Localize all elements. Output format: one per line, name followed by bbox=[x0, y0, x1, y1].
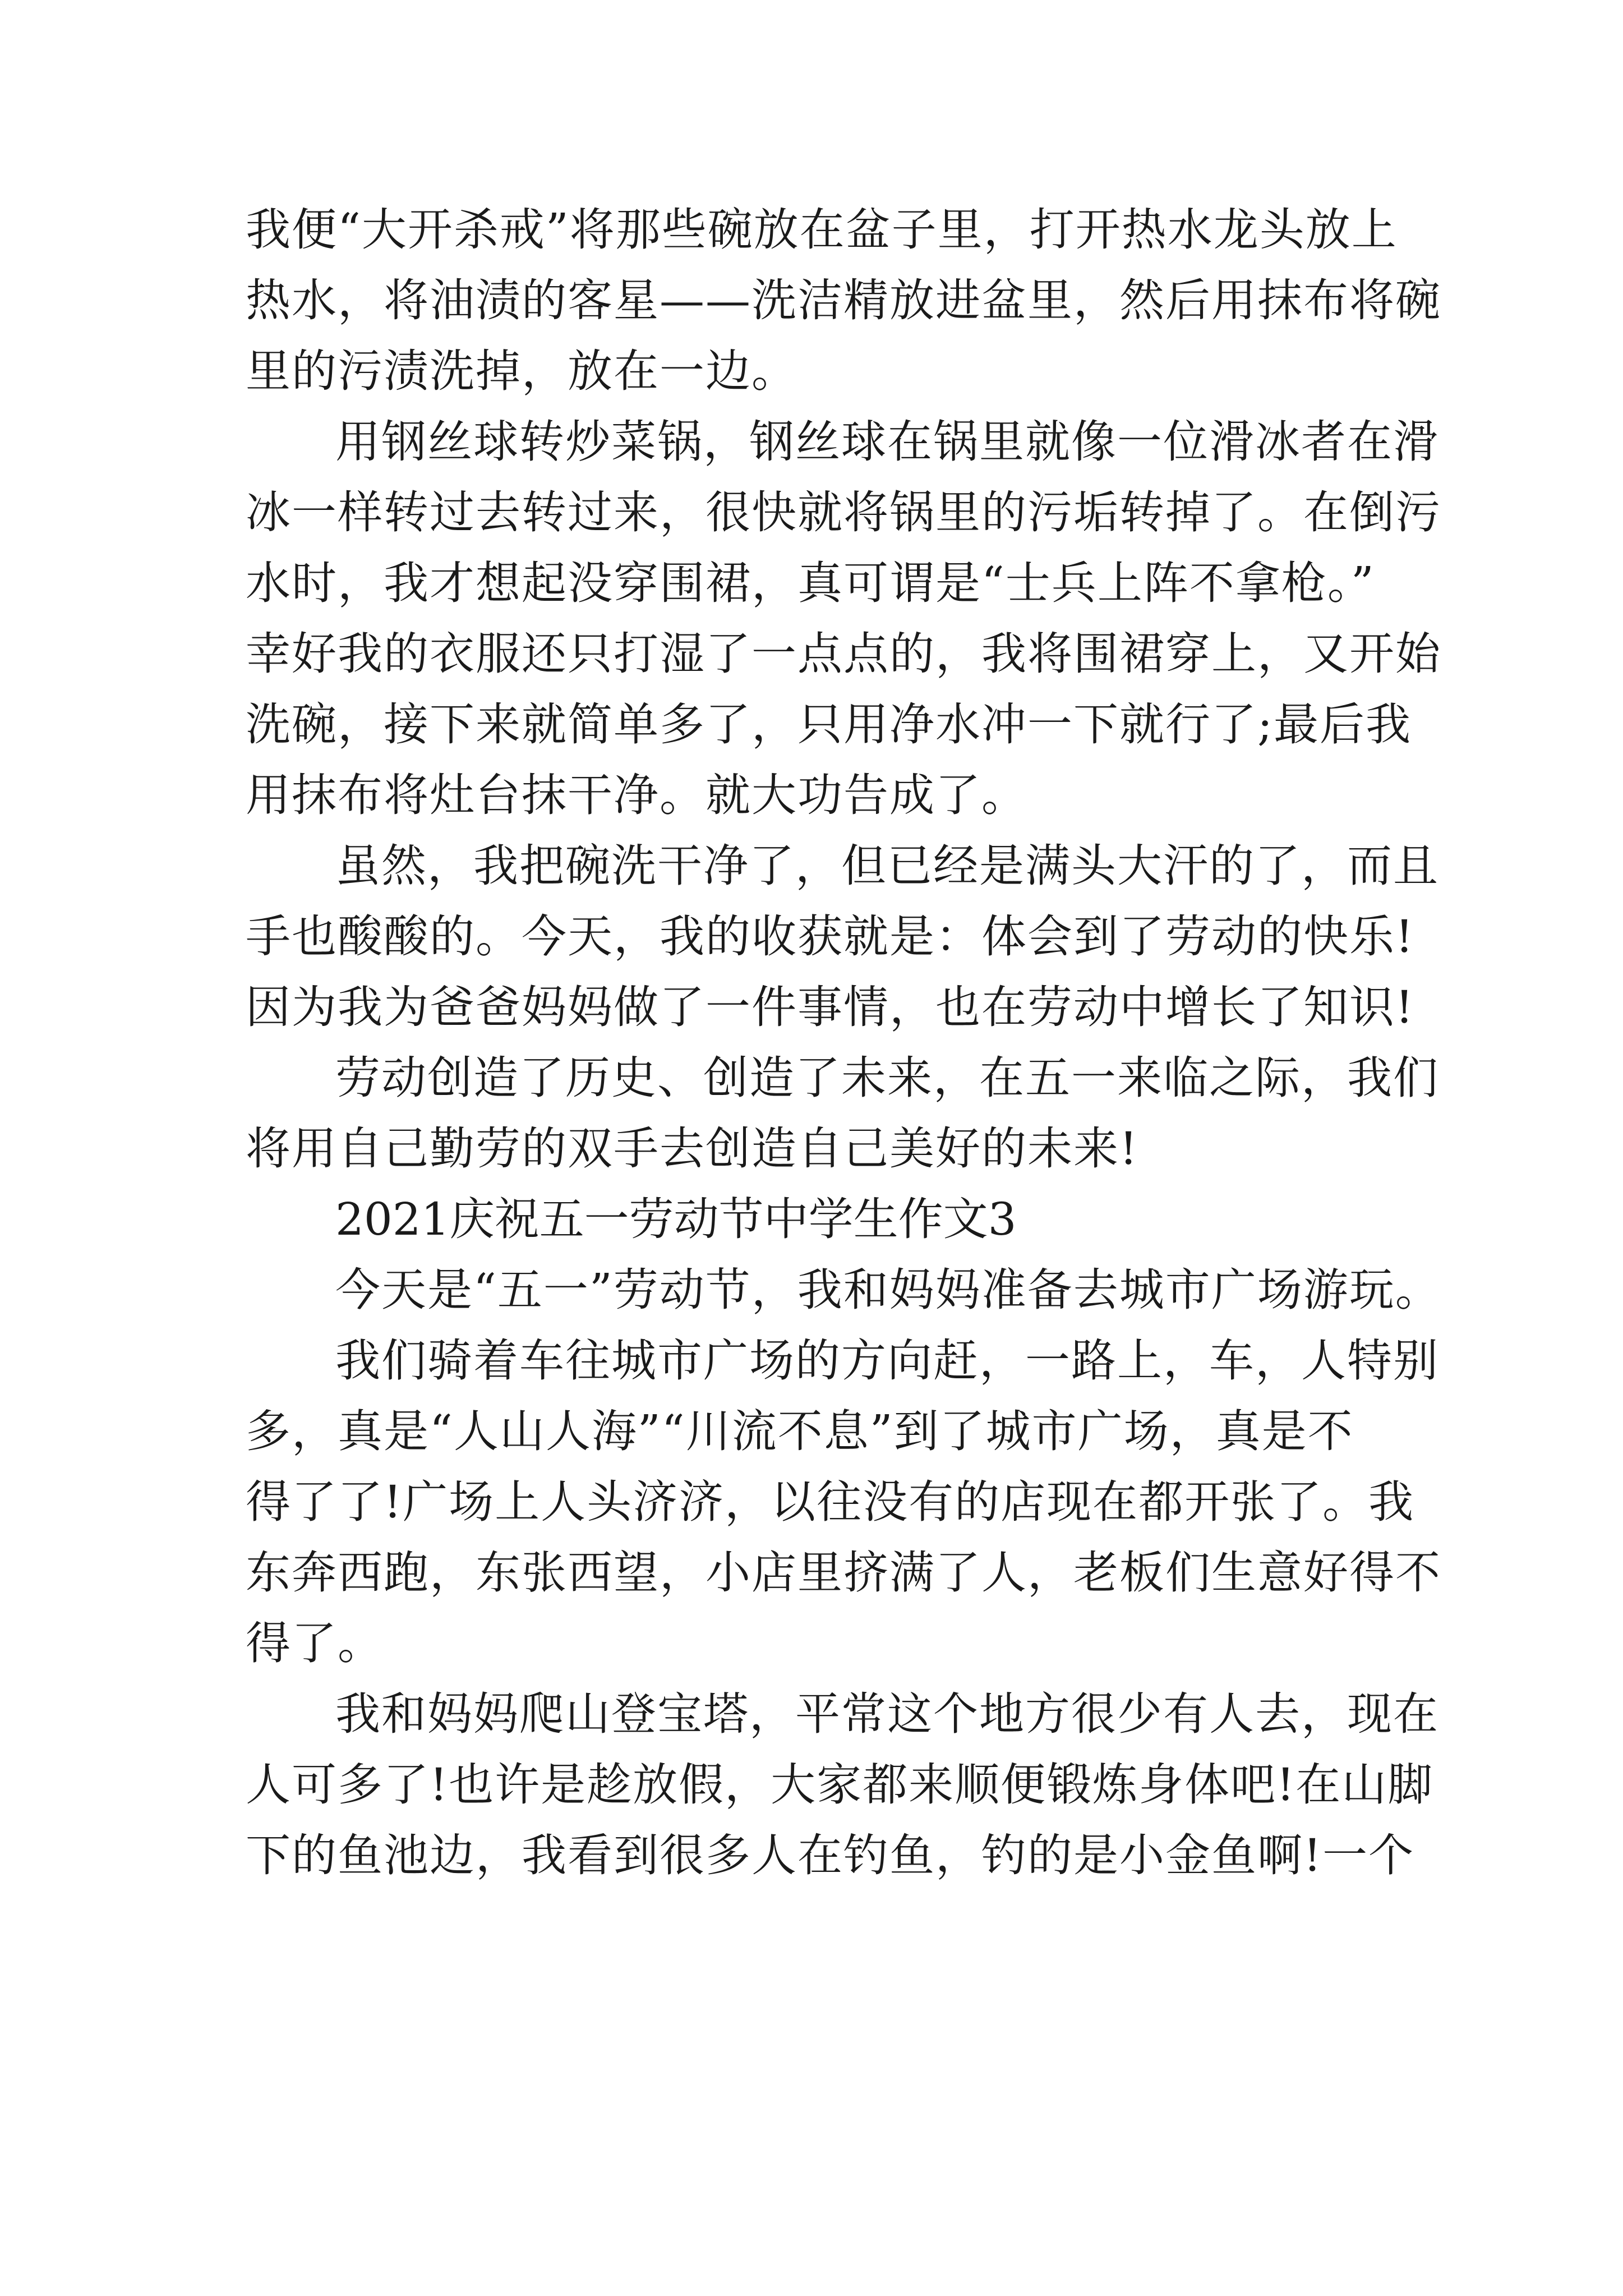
section-heading: 2021庆祝五一劳动节中学生作文3 bbox=[335, 1193, 1017, 1245]
text-line: 人可多了!也许是趁放假，大家都来顺便锻炼身体吧!在山脚 bbox=[246, 1759, 1434, 1811]
text-line: 热水，将油渍的客星——洗洁精放进盆里，然后用抹布将碗 bbox=[246, 274, 1441, 326]
text-line: 得了。 bbox=[246, 1617, 384, 1669]
text-line: 我和妈妈爬山登宝塔，平常这个地方很少有人去，现在 bbox=[335, 1688, 1439, 1740]
text-line: 下的鱼池边，我看到很多人在钓鱼，钓的是小金鱼啊!一个 bbox=[246, 1829, 1415, 1881]
text-line: 我们骑着车往城市广场的方向赶，一路上，车，人特别 bbox=[335, 1335, 1439, 1387]
text-line: 因为我为爸爸妈妈做了一件事情，也在劳动中增长了知识! bbox=[246, 981, 1415, 1033]
text-line: 手也酸酸的。今天，我的收获就是：体会到了劳动的快乐! bbox=[246, 910, 1415, 963]
text-line: 得了了!广场上人头济济，以往没有的店现在都开张了。我 bbox=[246, 1476, 1415, 1528]
text-line: 东奔西跑，东张西望，小店里挤满了人，老板们生意好得不 bbox=[246, 1547, 1441, 1599]
document-page bbox=[246, 204, 1441, 1904]
text-line: 虽然，我把碗洗干净了，但已经是满头大汗的了，而且 bbox=[335, 840, 1439, 892]
text-line: 里的污渍洗掉，放在一边。 bbox=[246, 345, 797, 397]
text-line: 用钢丝球转炒菜锅，钢丝球在锅里就像一位滑冰者在滑 bbox=[335, 416, 1439, 468]
text-line: 冰一样转过去转过来，很快就将锅里的污垢转掉了。在倒污 bbox=[246, 486, 1441, 539]
text-line: 将用自己勤劳的双手去创造自己美好的未来! bbox=[246, 1122, 1139, 1175]
text-line: 用抹布将灶台抹干净。就大功告成了。 bbox=[246, 769, 1027, 821]
text-line: 多，真是“人山人海”“川流不息”到了城市广场，真是不 bbox=[246, 1405, 1354, 1457]
text-line: 洗碗，接下来就简单多了，只用净水冲一下就行了;最后我 bbox=[246, 698, 1412, 751]
text-line: 今天是“五一”劳动节，我和妈妈准备去城市广场游玩。 bbox=[335, 1264, 1441, 1316]
text-line: 水时，我才想起没穿围裙，真可谓是“士兵上阵不拿枪。” bbox=[246, 557, 1375, 609]
text-line: 我便“大开杀戒”将那些碗放在盆子里，打开热水龙头放上 bbox=[246, 204, 1398, 256]
text-line: 劳动创造了历史、创造了未来，在五一来临之际，我们 bbox=[335, 1052, 1439, 1104]
text-line: 幸好我的衣服还只打湿了一点点的，我将围裙穿上，又开始 bbox=[246, 628, 1441, 680]
